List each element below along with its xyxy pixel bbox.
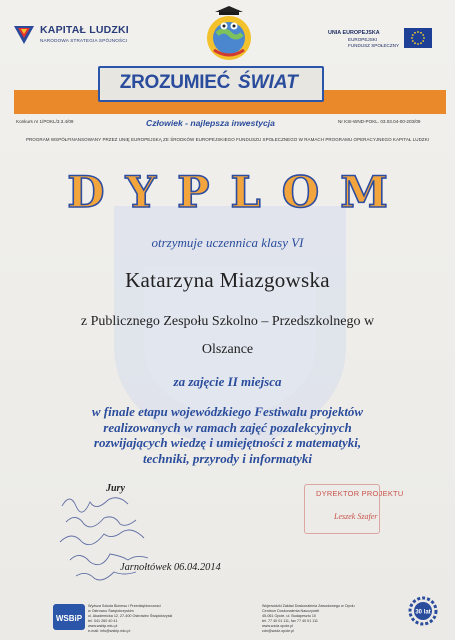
footer-right-line: tel. 77 40 01 111, fax 77 40 01 111 [262,619,318,623]
banner-word-2: ŚWIAT [238,72,298,93]
eu-flag-icon [404,28,432,48]
footer-right-line: www.wzdz.opole.pl [262,624,294,628]
place-and-date: Jarnołtówek 06.04.2014 [120,562,221,573]
certificate-title: DYPLOM [67,168,409,218]
footer-left-line: w Ostrowcu Świętokrzyskim [88,609,134,613]
zrozumiec-swiat-mascot-logo [200,4,258,64]
received-by-text: otrzymuje uczennica klasy VI [151,235,304,250]
gear-icon [408,596,438,626]
wsbip-logo [52,602,86,632]
eu-subtitle [348,37,399,49]
kapital-ludzki-title: KAPITAŁ LUDZKI [40,24,129,36]
footer-right-address [262,604,355,634]
director-label: DYREKTOR PROJEKTU [316,489,404,498]
footer-left-line: Wyższa Szkoła Biznesu i Przedsiębiorczości [88,604,161,608]
school-line-2: Olszance [201,342,254,357]
kapital-ludzki-logo [12,22,36,46]
banner-title-box [98,66,324,102]
director-signature: Leszek Szafer [334,512,378,521]
finale-description [0,404,455,466]
banner-word-1: ZROZUMIEĆ [119,72,230,93]
finale-line-2: realizowanych w ramach zajęć pozalekcyjnych [103,419,352,435]
jury-signatures [56,488,180,594]
footer-right-line: cdn@wzdz.opole.pl [262,629,295,633]
wzdz-gear-logo [408,596,438,626]
finale-line-3: rozwijających wiedzę i umiejętności z matematyki, [93,435,362,450]
finale-line-4: techniki, przyrody i informatyki [143,450,312,466]
school-line-1: z Publicznego Zespołu Szkolno – Przedszkolnego w [80,314,375,329]
banner-motto: Człowiek - najlepsza inwestycja [146,118,275,128]
wzdz-logo-text: 30 lat [415,609,431,616]
footer-left-line: ul. Akademicka 12, 27-400 Ostrowiec Świętokrzyski [88,614,173,618]
project-number: Nr KSI-WND-POKL. 03.03.04-00-203/09 [338,119,421,124]
program-statement: PROGRAM WSPÓŁFINANSOWANY PRZEZ UNIĘ EUROPEJSKĄ ZE ŚRODKÓW EUROPEJSKIEGO FUNDUSZU SPOŁECZNEGO W RAMACH PROGRAMU OPERACYJNEGO KAPITAŁ LUDZKI [25,137,430,142]
wsbip-logo-icon [52,602,86,632]
footer-left-line: e-mail: info@wsbip.edu.pl [88,629,131,633]
jury-label: Jury [106,483,125,494]
footer-right-line: Wojewódzki Zakład Doskonalenia Zawodowego w Opolu [262,604,355,608]
eu-subtitle-line1: EUROPEJSKI [348,37,378,42]
eu-title: UNIA EUROPEJSKA [328,30,380,36]
footer-left-line: tel. 041 260 40 41 [88,619,118,623]
footer-left-address [88,604,172,634]
footer-right-line: Centrum Doskonalenia Nauczycieli [262,609,320,613]
award-place: za zajęcie II miejsca [173,374,282,389]
eu-subtitle-line2: FUNDUSZ SPOŁECZNY [348,43,400,48]
finale-line-1: w finale etapu wojewódzkiego Festiwalu projektów [91,404,364,419]
project-banner [14,66,446,114]
kapital-ludzki-subtitle: NARODOWA STRATEGIA SPÓJNOŚCI [40,38,128,43]
footer-right-line: 45-061 Opole, ul. Budapesztu 10 [262,614,316,618]
footer-left-line: www.wsbip.edu.pl [88,624,118,628]
konkurs-number: Konkurs nr 1/POKL/3.3.4/09 [16,119,74,124]
recipient-name: Katarzyna Miazgowska [125,268,330,292]
wsbip-logo-text: WSBiP [55,614,83,623]
